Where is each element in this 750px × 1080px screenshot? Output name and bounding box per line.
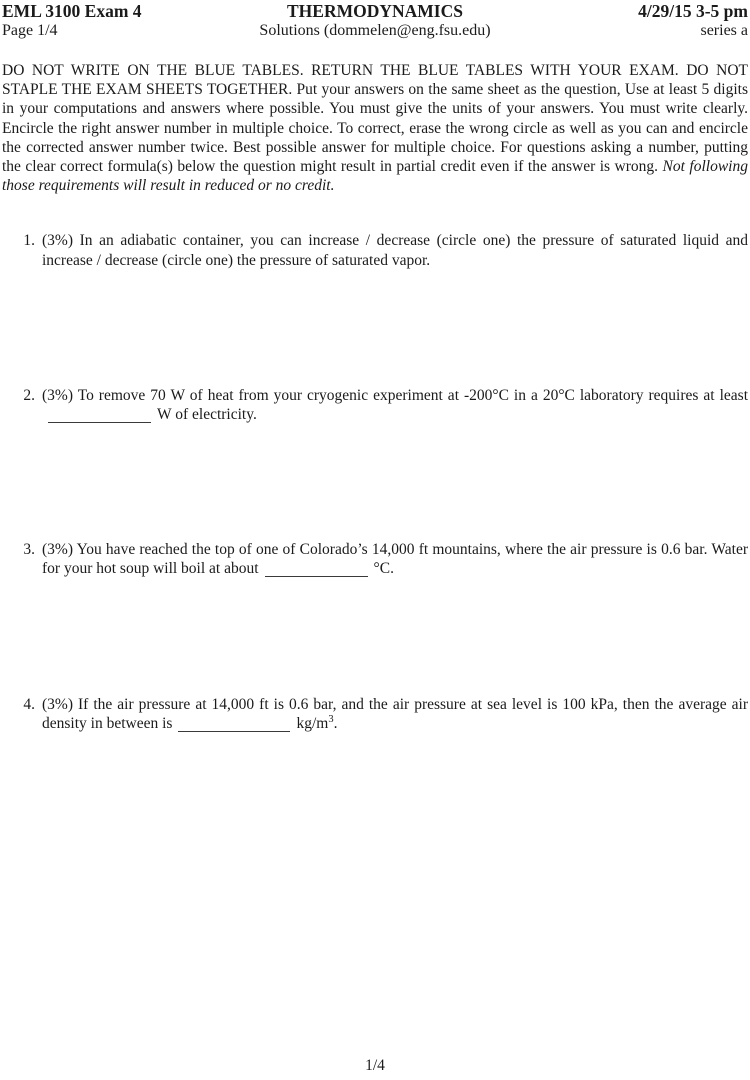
question-list (2, 231, 748, 733)
instructions-emphasis: Not following those requirements will result in reduced or no credit. (2, 158, 748, 195)
course-code: EML 3100 Exam 4 (2, 1, 142, 21)
question-3-after-blank: °C. (373, 560, 394, 578)
question-1 (2, 231, 748, 269)
question-2-number: 2. (23, 386, 35, 404)
exam-page (2, 0, 748, 1080)
page-number-footer (2, 1056, 748, 1075)
question-4-text (42, 695, 748, 733)
series-label: series a (700, 22, 748, 39)
question-4-number: 4. (23, 695, 35, 713)
question-2-text (42, 386, 748, 424)
question-3 (2, 540, 748, 578)
instructions-paragraph (2, 61, 748, 195)
exam-datetime: 4/29/15 3-5 pm (638, 1, 748, 21)
question-4 (2, 695, 748, 733)
question-4-unit-exponent: 3 (328, 713, 334, 725)
exam-subtitle: Solutions (dommelen@eng.fsu.edu) (259, 22, 491, 39)
question-3-text (42, 540, 748, 578)
question-3-answer-blank (265, 576, 368, 577)
header-line-1 (2, 2, 748, 21)
exam-title: THERMODYNAMICS (287, 1, 463, 21)
page-label: Page 1/4 (2, 22, 58, 39)
question-4-unit-period: . (333, 714, 338, 732)
question-1-body: (3%) In an adiabatic container, you can increase / decrease (circle one) the pressure of saturated liquid and increase / decrease (circle one) the pressure of saturated vapor. (42, 232, 748, 269)
question-3-number: 3. (23, 541, 35, 559)
question-2-after-blank: W of electricity. (157, 406, 257, 424)
question-4-unit: kg/m (296, 714, 329, 732)
question-3-before-blank: (3%) You have reached the top of one of Colorado’s 14,000 ft mountains, where the air pressure is 0.6 bar. Water for your hot soup will boil at about (42, 541, 748, 578)
question-1-number: 1. (23, 232, 35, 250)
question-1-text (42, 231, 748, 269)
question-4-answer-blank (178, 731, 290, 732)
question-2 (2, 386, 748, 424)
question-2-answer-blank (48, 422, 151, 423)
header-line-2 (2, 21, 748, 40)
instructions-main: DO NOT WRITE ON THE BLUE TABLES. RETURN THE BLUE TABLES WITH YOUR EXAM. DO NOT STAPLE THE EXAM SHEETS TOGETHER. Put your answers on the same sheet as the question, Use at least 5 digits in your computations and answers where possible. You must give the units of your answers. You must write clearly. Encircle the right answer number in multiple choice. To correct, erase the wrong circle as well as you can and encircle the corrected answer number twice. Best possible answer for multiple choice. For questions asking a number, putting the clear correct formula(s) below the question might result in partial credit even if the answer is wrong. (2, 62, 748, 176)
question-4-before-blank: (3%) If the air pressure at 14,000 ft is 0.6 bar, and the air pressure at sea level is 100 kPa, then the average air density in between is (42, 695, 748, 732)
question-2-before-blank: (3%) To remove 70 W of heat from your cryogenic experiment at -200°C in a 20°C laboratory requires at least (42, 386, 748, 404)
page-number: 1/4 (365, 1056, 385, 1074)
